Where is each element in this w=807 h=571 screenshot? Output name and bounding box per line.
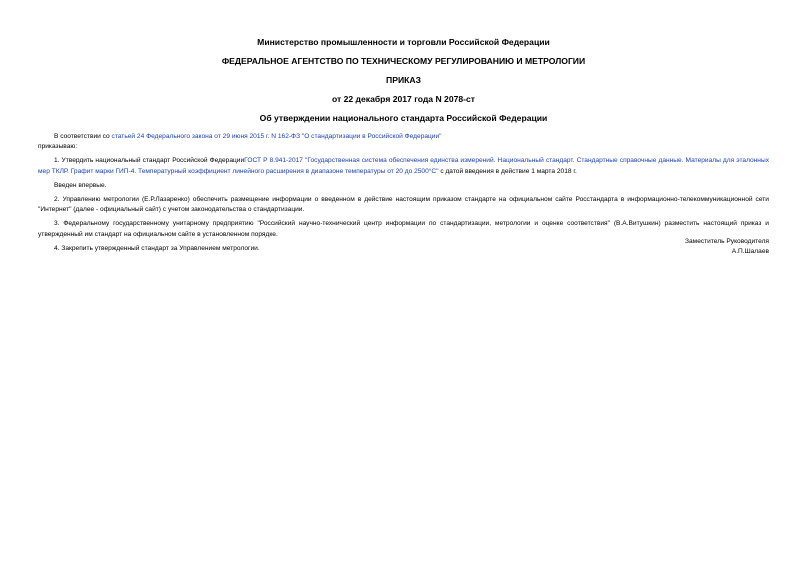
item-1-prefix: 1. Утвердить национальный стандарт Российской Федерации <box>54 157 245 165</box>
document-subject: Об утверждении национального стандарта Российской Федерации <box>259 113 548 123</box>
document-type: ПРИКАЗ <box>386 75 421 85</box>
item-1-suffix: с датой введения в действие 1 марта 2018 г. <box>438 167 577 175</box>
item-3-paragraph: 3. Федеральному государственному унитарному предприятию "Российский научно-технический центр информации по стандартизации, метрологии и оценке соответствия" (В.А.Витушкин) разместить настоящий приказ и утвержденный им стандарт на официальном сайте в установленном порядке. <box>38 220 769 238</box>
signatory-position: Заместитель Руководителя <box>685 238 769 245</box>
signature-block <box>685 237 769 257</box>
federal-law-link[interactable]: статьей 24 Федерального закона от 29 июня 2015 г. N 162-ФЗ "О стандартизации в Российской Федерации" <box>111 133 442 140</box>
item-4-paragraph: 4. Закрепить утвержденный стандарт за Управлением метрологии. <box>54 244 260 252</box>
item-1-paragraph <box>38 156 769 176</box>
preamble-paragraph <box>38 132 769 142</box>
gost-standard-link[interactable]: ГОСТ Р 8.941-2017 "Государственная система обеспечения единства измерений. Национальный стандарт. Стандартные справочные данные. Материалы для эталонных мер ТКЛР. Графит марки ГИП-4. Температурный коэффициент линейного расширения в диапазоне температуры от 20 до 2500°С" <box>38 157 769 175</box>
item-2-paragraph: 2. Управлению метрологии (Е.Р.Лазаренко) обеспечить размещение информации о введенном в действие настоящим приказом стандарте на официальном сайте Росстандарта в информационно-телекоммуникационной сети "Интернет" (далее - официальный сайт) с учетом законодательства о стандартизации. <box>38 196 769 214</box>
preamble-prefix: В соответствии со <box>54 133 112 140</box>
order-word: приказываю: <box>38 143 78 151</box>
ministry-title: Министерство промышленности и торговли Российской Федерации <box>257 37 550 47</box>
document-body <box>38 132 769 254</box>
signatory-name: А.П.Шалаев <box>731 248 769 256</box>
introduced-note: Введен впервые. <box>54 181 107 189</box>
agency-title: ФЕДЕРАЛЬНОЕ АГЕНТСТВО ПО ТЕХНИЧЕСКОМУ РЕГУЛИРОВАНИЮ И МЕТРОЛОГИИ <box>221 56 586 66</box>
document-date-number: от 22 декабря 2017 года N 2078-ст <box>331 94 476 104</box>
